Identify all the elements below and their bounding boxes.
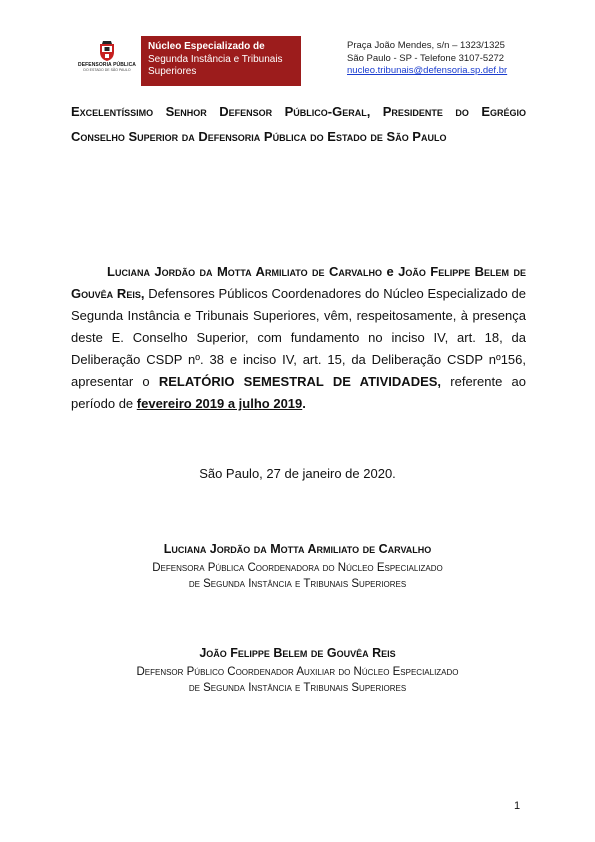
banner-line-2: Segunda Instância e Tribunais (148, 53, 283, 65)
signatory-role-line-1: Defensora Pública Coordenadora do Núcleo Especializado (152, 561, 443, 574)
signatory-role-line-2: de Segunda Instância e Tribunais Superiores (188, 682, 407, 694)
logo-subtext: DO ESTADO DE SÃO PAULO (83, 68, 131, 72)
banner-line-3: Superiores (148, 66, 197, 77)
coat-of-arms-icon (97, 40, 117, 62)
signature-block-1 (0, 541, 595, 593)
paragraph-text-1: Defensores Públicos Coordenadores do Núcleo Especializado de Segunda Instância e Tribunais Superiores, vêm, respeitosamente, à presença deste E. Conselho Superior, com fundamento no inciso IV, art. 18, da Deliberação CSDP nº. 38 e inciso IV, art. 15, da Deliberação CSDP nº156, apresentar o (71, 286, 526, 389)
signatory-role-line-2: de Segunda Instância e Tribunais Superiores (188, 578, 407, 590)
page-number: 1 (514, 800, 521, 812)
signatory-name: João Felippe Belem de Gouvêa Reis (199, 646, 396, 660)
nucleo-banner (141, 36, 301, 86)
author-name-1: Luciana Jordão da Motta Armiliato de Carvalho (107, 264, 383, 279)
paragraph-text-2: referente ao período de (71, 374, 527, 411)
header-address (347, 40, 507, 78)
salutation-heading: Excelentíssimo Senhor Defensor Público-Geral, Presidente do Egrégio Conselho Superior da Defensoria Pública do Estado de São Paulo (71, 104, 526, 144)
address-line-1: Praça João Mendes, s/n – 1323/1325 (347, 40, 505, 51)
email-link[interactable]: nucleo.tribunais@defensoria.sp.def.br (347, 65, 508, 76)
banner-line-1: Núcleo Especializado de (148, 41, 265, 52)
report-period: fevereiro 2019 a julho 2019 (136, 396, 303, 411)
paragraph-end: . (302, 396, 306, 411)
main-paragraph (71, 261, 526, 415)
report-title: RELATÓRIO SEMESTRAL DE ATIVIDADES, (158, 374, 442, 389)
document-date: São Paulo, 27 de janeiro de 2020. (199, 466, 396, 481)
conjunction: e (382, 264, 399, 279)
signatory-role-line-1: Defensor Público Coordenador Auxiliar do Núcleo Especializado (136, 665, 459, 678)
signatory-name: Luciana Jordão da Motta Armiliato de Carvalho (163, 542, 432, 556)
defensoria-logo (73, 40, 141, 80)
author-name-2: João Felippe Belem de Gouvêa Reis, (71, 264, 526, 301)
logo-text: DEFENSORIA PÚBLICA (77, 62, 136, 68)
signature-block-2 (0, 645, 595, 697)
address-line-2: São Paulo - SP - Telefone 3107-5272 (347, 52, 505, 64)
